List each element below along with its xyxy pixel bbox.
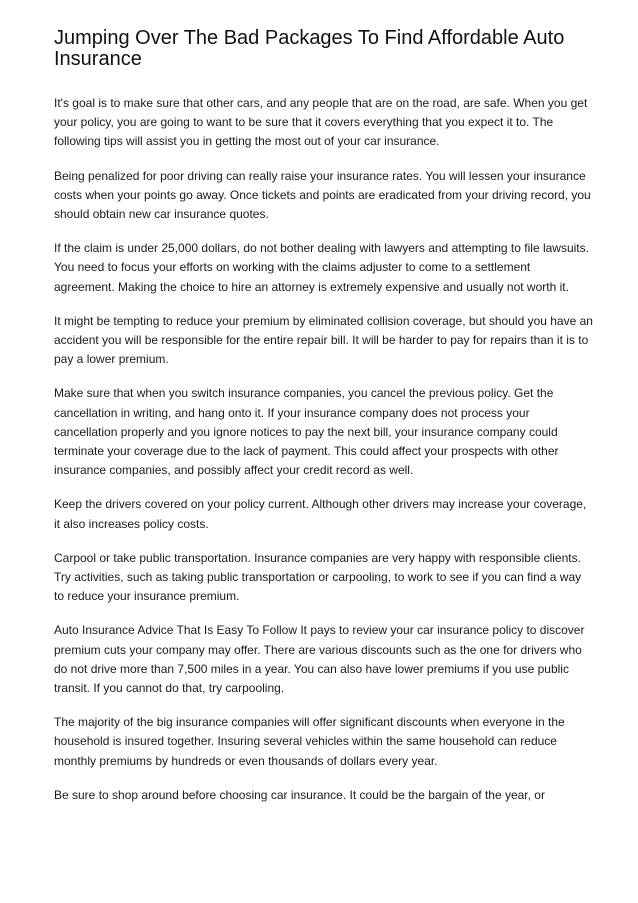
document-body [54,94,594,820]
paragraph: Make sure that when you switch insurance companies, you cancel the previous policy. Get the cancellation in writing, and hang onto it. If your insurance company does not process your cancellation properly and you ignore notices to pay the next bill, your insurance company could terminate your coverage due to the lack of payment. This could affect your prospects with other insurance companies, and possibly affect your credit record as well. [54,386,559,478]
paragraph: Auto Insurance Advice That Is Easy To Follow It pays to review your car insurance policy to discover premium cuts your company may offer. There are various discounts such as the one for drivers who do not drive more than 7,500 miles in a year. You can also have lower premiums if you use public transit. If you cannot do that, try carpooling. [54,623,585,696]
document-title: Jumping Over The Bad Packages To Find Affordable Auto Insurance [54,27,565,70]
paragraph: Be sure to shop around before choosing car insurance. It could be the bargain of the year, or [54,787,545,802]
paragraph: The majority of the big insurance companies will offer significant discounts when everyone in the household is insured together. Insuring several vehicles within the same household can reduce monthly premiums by hundreds or even thousands of dollars every year. [54,715,565,768]
paragraph: Being penalized for poor driving can really raise your insurance rates. You will lessen your insurance costs when your points go away. Once tickets and points are eradicated from your driving record, you should obtain new car insurance quotes. [54,168,591,222]
paragraph: If the claim is under 25,000 dollars, do not bother dealing with lawyers and attempting to file lawsuits. You need to focus your efforts on working with the claims adjuster to come to a settlement agreement. Making the choice to hire an attorney is extremely expensive and usually not worth it. [54,241,589,294]
paragraph: Carpool or take public transportation. Insurance companies are very happy with responsible clients. Try activities, such as taking public transportation or carpooling, to work to see if you can find a way to reduce your insurance premium. [54,550,582,604]
paragraph: It's goal is to make sure that other cars, and any people that are on the road, are safe. When you get your policy, you are going to want to be sure that it covers everything that you expect it to. The following tips will assist you in getting the most out of your car insurance. [54,96,588,149]
paragraph: Keep the drivers covered on your policy current. Although other drivers may increase your coverage, it also increases policy costs. [54,497,587,531]
paragraph: It might be tempting to reduce your premium by eliminated collision coverage, but should you have an accident you will be responsible for the entire repair bill. It will be harder to pay for repairs than it is to pay a lower premium. [54,313,593,367]
